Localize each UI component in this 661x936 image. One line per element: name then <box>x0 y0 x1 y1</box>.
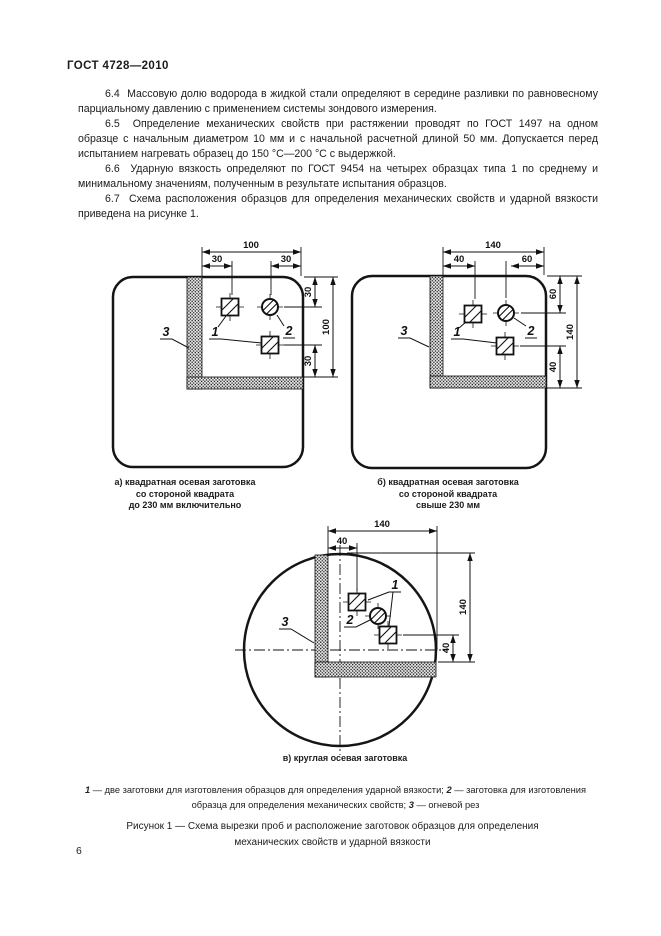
billet-outline-b <box>352 276 546 468</box>
item-1-label: 1 <box>453 325 461 339</box>
paragraph-6-5: 6.5 Определение механических свойств при растяжении проводят по ГОСТ 1497 на одном образце с начальным диаметром 10 мм и с начальной расчетной длиной 50 мм. Допускается перед испытанием нагревать образец до 150 °С—200 °С с выдержкой. <box>78 118 598 160</box>
dim-label: 60 <box>548 288 559 300</box>
item-3-label: 3 <box>281 615 289 629</box>
dim-label: 40 <box>441 642 452 654</box>
caption-diagram-a: а) квадратная осевая заготовка со стороной квадрата до 230 мм включительно <box>114 477 256 510</box>
body-text <box>78 87 598 222</box>
figure-caption: Рисунок 1 — Схема вырезки проб и расположение заготовок образцов для определения механических свойств и ударной вязкости <box>126 821 539 848</box>
caption-diagram-c: в) круглая осевая заготовка <box>282 753 408 763</box>
page-number: 6 <box>76 845 82 857</box>
dim-label: 30 <box>303 286 314 298</box>
dim-label: 40 <box>548 361 559 373</box>
item-1-label: 1 <box>211 325 219 339</box>
item-2-label: 2 <box>285 324 293 338</box>
item-3-label: 3 <box>162 325 170 339</box>
diagram-square-billet-b <box>345 235 595 473</box>
legend-item-1-num: 1 <box>84 785 91 795</box>
dim-label: 30 <box>211 254 223 265</box>
dim-label: 140 <box>485 240 501 251</box>
dim-label: 100 <box>321 319 332 335</box>
dim-label: 40 <box>336 536 348 547</box>
caption-diagram-b: б) квадратная осевая заготовка со стороной квадрата свыше 230 мм <box>377 477 519 510</box>
dim-label: 30 <box>303 355 314 367</box>
figure-legend <box>83 783 588 813</box>
paragraph-6-7: 6.7 Схема расположения образцов для определения механических свойств и ударной вязкости приведена на рисунке 1. <box>78 193 598 220</box>
legend-item-3-text: — огневой рез <box>413 800 480 810</box>
legend-item-1-text: — две заготовки для изготовления образцов для определения ударной вязкости; <box>90 785 447 795</box>
diagram-round-billet-c <box>235 515 485 758</box>
legend-item-3-num: 3 <box>408 800 414 810</box>
paragraph-6-6: 6.6 Ударную вязкость определяют по ГОСТ 9454 на четырех образцах типа 1 по среднему и минимальному значениям, полученным в результате испытания образцов. <box>78 163 598 190</box>
item-2-label: 2 <box>346 613 354 627</box>
item-2-label: 2 <box>527 324 535 338</box>
dim-label: 40 <box>453 254 465 265</box>
page-header: ГОСТ 4728—2010 <box>67 60 169 72</box>
legend-item-2-text: — заготовка для изготовления образца для определения механических свойств; <box>191 785 587 810</box>
paragraph-6-4: 6.4 Массовую долю водорода в жидкой стали определяют в середине разливки по равновесному парциальному давлению с применением системы зондового измерения. <box>78 88 598 115</box>
item-3-label: 3 <box>400 324 408 338</box>
diagram-square-billet-a <box>100 235 345 473</box>
legend-item-2-num: 2 <box>446 785 452 795</box>
dim-label: 140 <box>565 324 576 340</box>
item-1-label: 1 <box>391 578 399 592</box>
dim-label: 140 <box>458 599 469 615</box>
dim-label: 60 <box>521 254 533 265</box>
dim-label: 30 <box>280 254 292 265</box>
dim-label: 100 <box>243 240 259 251</box>
dim-label: 140 <box>374 519 390 530</box>
